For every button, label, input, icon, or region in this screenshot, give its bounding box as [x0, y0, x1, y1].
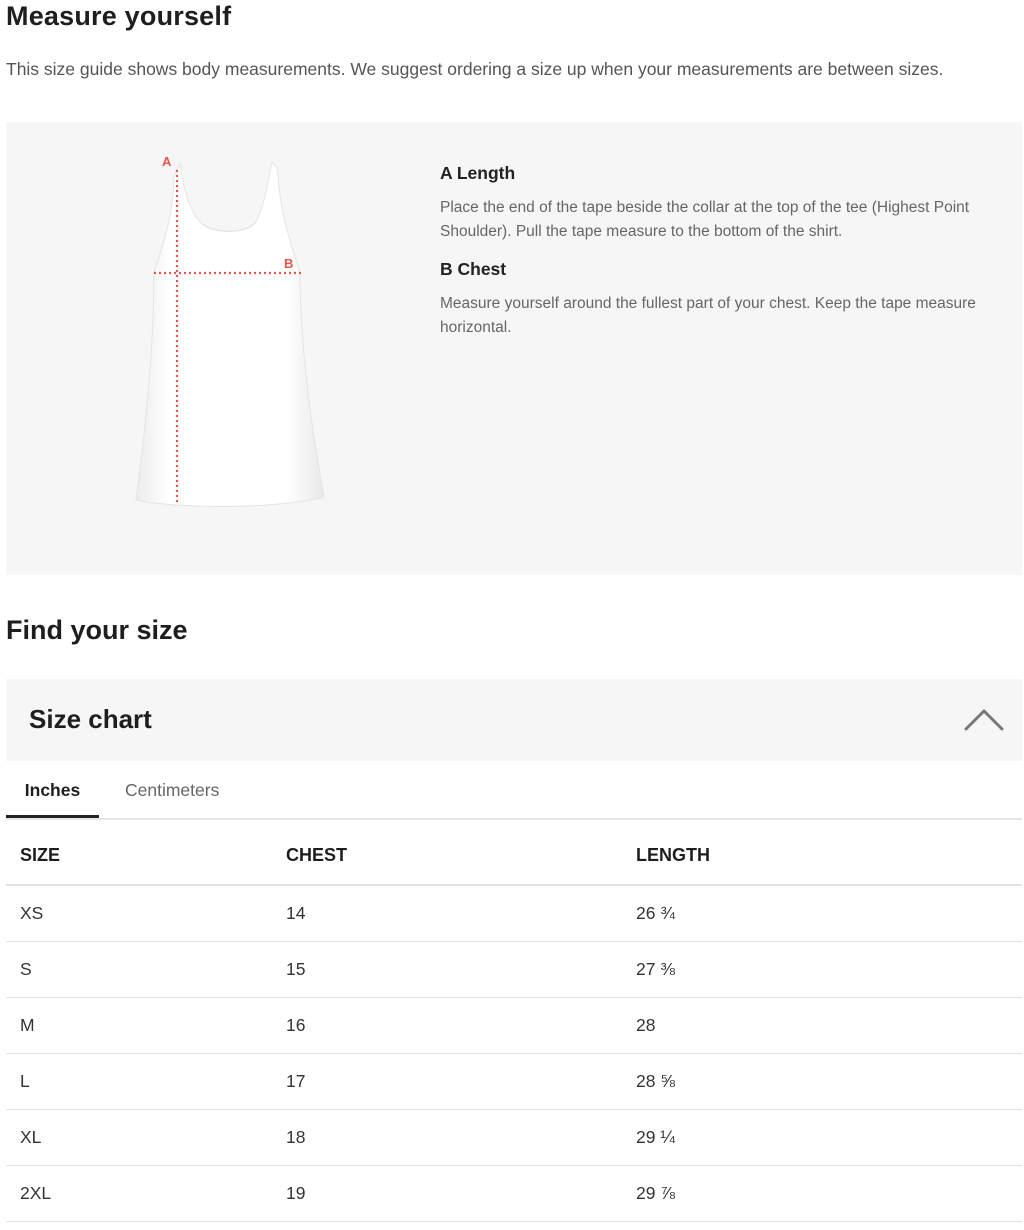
table-row	[6, 1054, 1022, 1110]
measurement-panel	[6, 122, 1022, 575]
collapse-size-chart-button[interactable]	[962, 701, 1006, 737]
length-cell: 29 ¼	[636, 1110, 1022, 1166]
size-cell: XL	[6, 1110, 286, 1166]
tab-inches[interactable]: Inches	[6, 762, 99, 818]
table-row	[6, 942, 1022, 998]
size-chart-accordion-header[interactable]	[6, 679, 1022, 761]
table-row	[6, 1110, 1022, 1166]
length-marker-label: A	[162, 154, 172, 169]
measure-yourself-heading: Measure yourself	[6, 1, 232, 31]
size-cell: 2XL	[6, 1166, 286, 1222]
size-cell: XS	[6, 885, 286, 942]
chest-marker-label: B	[284, 256, 294, 271]
unit-tabs	[6, 762, 1022, 820]
find-your-size-heading: Find your size	[6, 615, 188, 645]
tank-top-silhouette	[136, 162, 324, 506]
size-chart-table	[6, 826, 1022, 1222]
table-row	[6, 885, 1022, 942]
size-cell: S	[6, 942, 286, 998]
chest-cell: 17	[286, 1054, 636, 1110]
length-cell: 29 ⅞	[636, 1166, 1022, 1222]
tank-top-measurement-illustration	[124, 152, 324, 512]
measurement-instructions	[440, 162, 980, 354]
chest-cell: 18	[286, 1110, 636, 1166]
chest-cell: 19	[286, 1166, 636, 1222]
column-header-chest: CHEST	[286, 826, 636, 885]
length-instruction-title: A Length	[440, 163, 516, 183]
table-row	[6, 1166, 1022, 1222]
chest-cell: 14	[286, 885, 636, 942]
chest-cell: 15	[286, 942, 636, 998]
chest-instruction-title: B Chest	[440, 259, 507, 279]
column-header-size: SIZE	[6, 826, 286, 885]
length-cell: 28	[636, 998, 1022, 1054]
chest-instruction-text: Measure yourself around the fullest part of your chest. Keep the tape measure horizontal.	[440, 295, 976, 336]
length-cell: 28 ⅝	[636, 1054, 1022, 1110]
size-cell: L	[6, 1054, 286, 1110]
length-instruction-text: Place the end of the tape beside the collar at the top of the tee (Highest Point Shoulder). Pull the tape measure to the bottom of the shirt.	[440, 199, 970, 240]
size-chart-title: Size chart	[29, 704, 152, 734]
table-row	[6, 998, 1022, 1054]
length-cell: 26 ¾	[636, 885, 1022, 942]
tab-centimeters[interactable]: Centimeters	[125, 780, 220, 800]
table-header-row	[6, 826, 1022, 885]
size-cell: M	[6, 998, 286, 1054]
length-cell: 27 ⅜	[636, 942, 1022, 998]
chest-cell: 16	[286, 998, 636, 1054]
chevron-up-icon	[962, 701, 1006, 737]
column-header-length: LENGTH	[636, 826, 1022, 885]
size-guide-intro-text: This size guide shows body measurements. We suggest ordering a size up when your measurements are between sizes.	[6, 59, 944, 79]
